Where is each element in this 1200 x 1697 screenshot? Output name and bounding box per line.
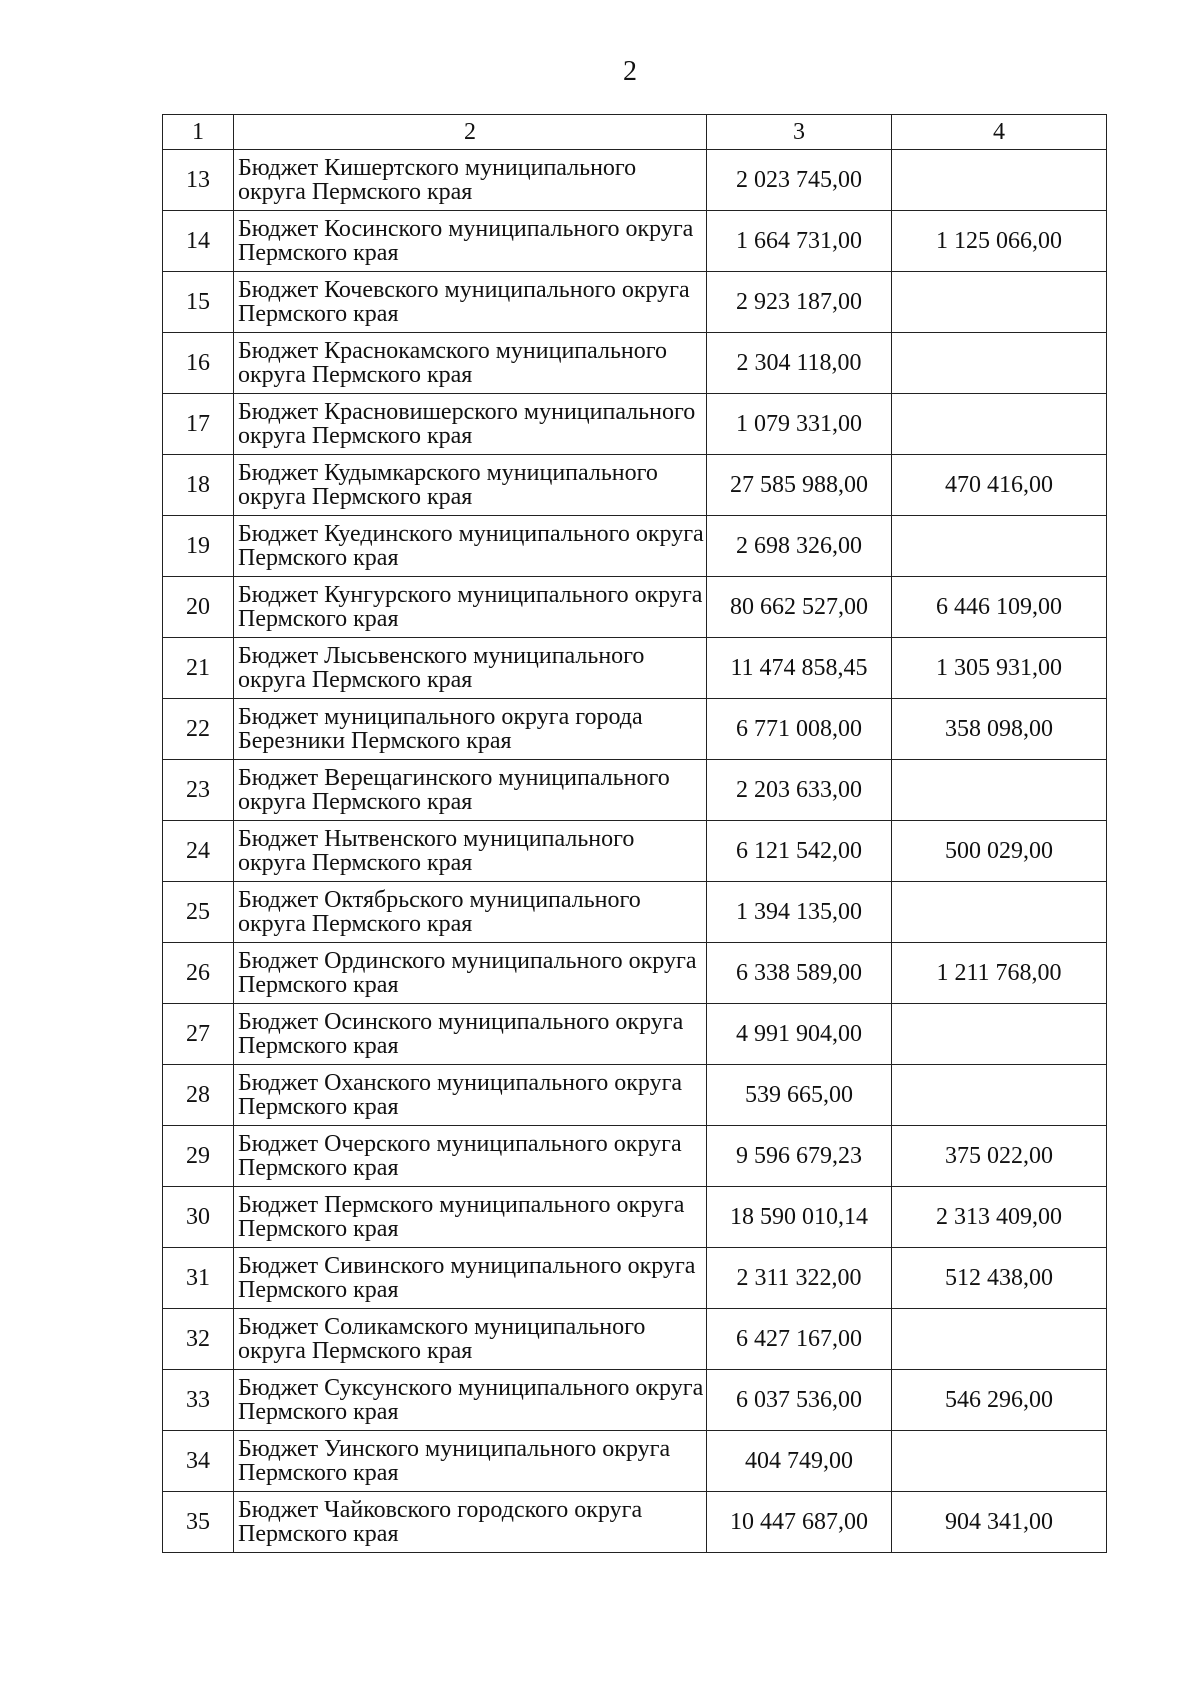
row-amount-col4: 1 125 066,00 [892, 211, 1107, 272]
table-row [163, 699, 1107, 760]
row-number: 33 [163, 1370, 234, 1431]
row-amount-col3: 1 394 135,00 [707, 882, 892, 943]
row-number: 30 [163, 1187, 234, 1248]
row-budget-name: Бюджет Красновишерского муниципального округа Пермского края [234, 394, 707, 455]
row-number: 20 [163, 577, 234, 638]
table-row [163, 211, 1107, 272]
row-number: 13 [163, 150, 234, 211]
row-amount-col4: 904 341,00 [892, 1492, 1107, 1553]
table-row [163, 455, 1107, 516]
row-amount-col3: 11 474 858,45 [707, 638, 892, 699]
table-row [163, 1370, 1107, 1431]
row-amount-col4 [892, 516, 1107, 577]
row-amount-col4 [892, 272, 1107, 333]
row-budget-name: Бюджет Уинского муниципального округа Пермского края [234, 1431, 707, 1492]
row-number: 15 [163, 272, 234, 333]
header-row [163, 115, 1107, 150]
row-amount-col3: 2 203 633,00 [707, 760, 892, 821]
row-amount-col4: 500 029,00 [892, 821, 1107, 882]
table-row [163, 943, 1107, 1004]
header-col-3: 3 [707, 115, 892, 150]
row-amount-col3: 27 585 988,00 [707, 455, 892, 516]
row-budget-name: Бюджет Косинского муниципального округа Пермского края [234, 211, 707, 272]
row-number: 17 [163, 394, 234, 455]
row-budget-name: Бюджет Куединского муниципального округа Пермского края [234, 516, 707, 577]
header-col-1: 1 [163, 115, 234, 150]
header-col-4: 4 [892, 115, 1107, 150]
row-number: 24 [163, 821, 234, 882]
row-amount-col4 [892, 882, 1107, 943]
row-number: 29 [163, 1126, 234, 1187]
table-row [163, 1309, 1107, 1370]
row-budget-name: Бюджет Чайковского городского округа Пермского края [234, 1492, 707, 1553]
row-amount-col4 [892, 394, 1107, 455]
row-budget-name: Бюджет Нытвенского муниципального округа Пермского края [234, 821, 707, 882]
row-amount-col3: 2 311 322,00 [707, 1248, 892, 1309]
row-budget-name: Бюджет Пермского муниципального округа Пермского края [234, 1187, 707, 1248]
budget-table [162, 114, 1107, 1553]
row-budget-name: Бюджет Осинского муниципального округа Пермского края [234, 1004, 707, 1065]
row-budget-name: Бюджет Кунгурского муниципального округа Пермского края [234, 577, 707, 638]
row-amount-col4 [892, 1004, 1107, 1065]
row-amount-col3: 80 662 527,00 [707, 577, 892, 638]
row-number: 25 [163, 882, 234, 943]
row-budget-name: Бюджет Очерского муниципального округа Пермского края [234, 1126, 707, 1187]
row-number: 34 [163, 1431, 234, 1492]
row-amount-col3: 6 121 542,00 [707, 821, 892, 882]
row-budget-name: Бюджет Октябрьского муниципального округа Пермского края [234, 882, 707, 943]
row-budget-name: Бюджет Суксунского муниципального округа Пермского края [234, 1370, 707, 1431]
table-row [163, 1126, 1107, 1187]
row-amount-col4 [892, 1309, 1107, 1370]
row-number: 22 [163, 699, 234, 760]
table-row [163, 333, 1107, 394]
table-row [163, 1431, 1107, 1492]
header-col-2: 2 [234, 115, 707, 150]
row-budget-name: Бюджет Оханского муниципального округа Пермского края [234, 1065, 707, 1126]
row-amount-col3: 10 447 687,00 [707, 1492, 892, 1553]
row-amount-col3: 2 304 118,00 [707, 333, 892, 394]
row-number: 14 [163, 211, 234, 272]
row-budget-name: Бюджет Кишертского муниципального округа Пермского края [234, 150, 707, 211]
row-amount-col4: 2 313 409,00 [892, 1187, 1107, 1248]
table-row [163, 1248, 1107, 1309]
table-body [163, 150, 1107, 1553]
row-amount-col4: 470 416,00 [892, 455, 1107, 516]
row-number: 28 [163, 1065, 234, 1126]
row-number: 19 [163, 516, 234, 577]
row-amount-col4: 358 098,00 [892, 699, 1107, 760]
table-row [163, 272, 1107, 333]
row-budget-name: Бюджет муниципального округа города Березники Пермского края [234, 699, 707, 760]
table-row [163, 577, 1107, 638]
page-number: 2 [623, 56, 637, 87]
row-amount-col3: 9 596 679,23 [707, 1126, 892, 1187]
row-amount-col4 [892, 1065, 1107, 1126]
row-amount-col4: 6 446 109,00 [892, 577, 1107, 638]
row-number: 26 [163, 943, 234, 1004]
row-amount-col3: 18 590 010,14 [707, 1187, 892, 1248]
row-amount-col4 [892, 333, 1107, 394]
row-budget-name: Бюджет Кочевского муниципального округа Пермского края [234, 272, 707, 333]
table-row [163, 638, 1107, 699]
table-row [163, 394, 1107, 455]
row-budget-name: Бюджет Соликамского муниципального округа Пермского края [234, 1309, 707, 1370]
row-amount-col3: 6 037 536,00 [707, 1370, 892, 1431]
table-row [163, 760, 1107, 821]
row-amount-col3: 6 771 008,00 [707, 699, 892, 760]
row-number: 23 [163, 760, 234, 821]
row-amount-col3: 2 023 745,00 [707, 150, 892, 211]
row-number: 18 [163, 455, 234, 516]
row-amount-col4: 1 305 931,00 [892, 638, 1107, 699]
table-row [163, 150, 1107, 211]
row-budget-name: Бюджет Сивинского муниципального округа Пермского края [234, 1248, 707, 1309]
row-amount-col4 [892, 150, 1107, 211]
table-row [163, 882, 1107, 943]
table-header [163, 115, 1107, 150]
row-amount-col3: 2 923 187,00 [707, 272, 892, 333]
row-amount-col4 [892, 760, 1107, 821]
row-number: 16 [163, 333, 234, 394]
row-budget-name: Бюджет Кудымкарского муниципального округа Пермского края [234, 455, 707, 516]
table-row [163, 516, 1107, 577]
row-amount-col4: 375 022,00 [892, 1126, 1107, 1187]
row-number: 32 [163, 1309, 234, 1370]
table-row [163, 821, 1107, 882]
table-row [163, 1065, 1107, 1126]
row-amount-col4: 1 211 768,00 [892, 943, 1107, 1004]
row-amount-col3: 2 698 326,00 [707, 516, 892, 577]
row-amount-col4 [892, 1431, 1107, 1492]
row-amount-col4: 512 438,00 [892, 1248, 1107, 1309]
row-number: 35 [163, 1492, 234, 1553]
row-budget-name: Бюджет Верещагинского муниципального округа Пермского края [234, 760, 707, 821]
table-row [163, 1492, 1107, 1553]
row-amount-col3: 6 427 167,00 [707, 1309, 892, 1370]
row-amount-col3: 1 079 331,00 [707, 394, 892, 455]
table-row [163, 1187, 1107, 1248]
row-number: 31 [163, 1248, 234, 1309]
row-budget-name: Бюджет Краснокамского муниципального округа Пермского края [234, 333, 707, 394]
row-amount-col3: 404 749,00 [707, 1431, 892, 1492]
table-row [163, 1004, 1107, 1065]
row-budget-name: Бюджет Ординского муниципального округа Пермского края [234, 943, 707, 1004]
row-amount-col3: 1 664 731,00 [707, 211, 892, 272]
row-budget-name: Бюджет Лысьвенского муниципального округа Пермского края [234, 638, 707, 699]
row-amount-col4: 546 296,00 [892, 1370, 1107, 1431]
row-amount-col3: 539 665,00 [707, 1065, 892, 1126]
row-number: 27 [163, 1004, 234, 1065]
row-number: 21 [163, 638, 234, 699]
row-amount-col3: 4 991 904,00 [707, 1004, 892, 1065]
row-amount-col3: 6 338 589,00 [707, 943, 892, 1004]
